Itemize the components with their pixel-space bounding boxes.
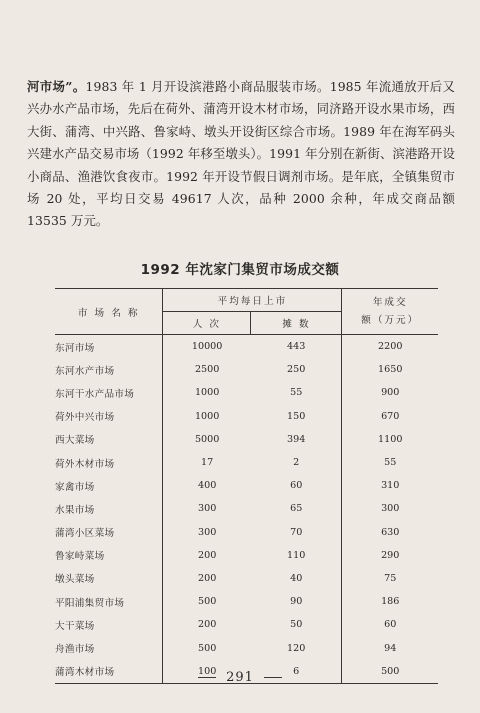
cell-stalls: 55 bbox=[251, 381, 342, 404]
cell-annual-trade: 2200 bbox=[378, 341, 403, 353]
cell-people: 300 bbox=[197, 503, 217, 515]
table-row bbox=[55, 521, 438, 544]
table-row bbox=[55, 358, 438, 381]
page-number-text: 291 bbox=[226, 670, 254, 685]
cell-annual-trade: 75 bbox=[384, 572, 397, 584]
cell-annual-trade: 1650 bbox=[378, 364, 403, 376]
table-row bbox=[55, 335, 438, 359]
cell-market-name: 西大菜场 bbox=[55, 428, 163, 451]
cell-stalls: 70 bbox=[251, 521, 342, 544]
cell-stalls: 394 bbox=[251, 428, 342, 451]
cell-market-name: 舟渔市场 bbox=[55, 636, 163, 659]
cell-people: 500 bbox=[197, 596, 217, 608]
cell-stalls: 60 bbox=[251, 474, 342, 497]
table-row bbox=[55, 451, 438, 474]
cell-market-name: 鲁家峙菜场 bbox=[55, 544, 163, 567]
cell-annual-trade: 630 bbox=[381, 526, 400, 538]
cell-market-name: 东河市场 bbox=[55, 335, 163, 359]
table-row bbox=[55, 590, 438, 613]
cell-market-name: 平阳浦集贸市场 bbox=[55, 590, 163, 613]
table-body bbox=[55, 335, 438, 684]
cell-annual-trade: 60 bbox=[384, 619, 397, 631]
table-row bbox=[55, 474, 438, 497]
cell-people: 17 bbox=[201, 457, 214, 469]
cell-stalls: 90 bbox=[251, 590, 342, 613]
cell-market-name: 大干菜场 bbox=[55, 613, 163, 636]
cell-stalls: 250 bbox=[251, 358, 342, 381]
cell-people: 1000 bbox=[194, 410, 220, 422]
cell-annual-trade: 670 bbox=[381, 410, 400, 422]
cell-market-name: 水果市场 bbox=[55, 497, 163, 520]
table-row bbox=[55, 405, 438, 428]
cell-people: 2500 bbox=[194, 364, 220, 376]
cell-people: 100 bbox=[197, 665, 217, 677]
cell-people: 300 bbox=[197, 526, 217, 538]
cell-people: 200 bbox=[197, 572, 217, 584]
cell-people: 200 bbox=[197, 549, 217, 561]
cell-stalls: 443 bbox=[251, 335, 342, 359]
header-stalls: 摊 数 bbox=[251, 312, 342, 335]
dash-right bbox=[264, 677, 282, 678]
cell-market-name: 蒲湾木材市场 bbox=[55, 660, 163, 684]
cell-annual-trade: 94 bbox=[384, 642, 397, 654]
cell-annual-trade: 55 bbox=[384, 457, 397, 469]
cell-stalls: 110 bbox=[251, 544, 342, 567]
cell-market-name: 东河水产市场 bbox=[55, 358, 163, 381]
market-table bbox=[55, 288, 438, 684]
cell-annual-trade: 186 bbox=[381, 596, 400, 608]
cell-market-name: 荷外中兴市场 bbox=[55, 405, 163, 428]
cell-stalls: 50 bbox=[251, 613, 342, 636]
cell-market-name: 墩头菜场 bbox=[55, 567, 163, 590]
cell-people: 200 bbox=[197, 619, 217, 631]
cell-annual-trade: 300 bbox=[381, 503, 400, 515]
cell-stalls: 40 bbox=[251, 567, 342, 590]
cell-stalls: 150 bbox=[251, 405, 342, 428]
cell-people: 10000 bbox=[191, 341, 223, 353]
header-annual-trade bbox=[342, 289, 438, 335]
table-row bbox=[55, 428, 438, 451]
table-row bbox=[55, 636, 438, 659]
cell-market-name: 东河干水产品市场 bbox=[55, 381, 163, 404]
cell-annual-trade: 310 bbox=[381, 480, 400, 492]
cell-annual-trade: 500 bbox=[381, 665, 400, 677]
header-market-name: 市 场 名 称 bbox=[55, 289, 163, 335]
table-row bbox=[55, 567, 438, 590]
cell-stalls: 2 bbox=[251, 451, 342, 474]
cell-market-name: 蒲湾小区菜场 bbox=[55, 521, 163, 544]
cell-people: 500 bbox=[197, 642, 217, 654]
cell-market-name: 荷外木材市场 bbox=[55, 451, 163, 474]
header-people: 人 次 bbox=[163, 312, 251, 335]
cell-annual-trade: 1100 bbox=[378, 433, 403, 445]
header-trade-line2: 额（万元） bbox=[361, 314, 420, 326]
cell-annual-trade: 900 bbox=[381, 387, 400, 399]
paragraph-lead: 河市场”。 bbox=[27, 79, 86, 94]
header-trade-line1: 年成交 bbox=[372, 296, 408, 308]
cell-stalls: 65 bbox=[251, 497, 342, 520]
body-paragraph bbox=[27, 76, 455, 233]
page-number bbox=[0, 670, 480, 685]
cell-people: 5000 bbox=[194, 433, 220, 445]
paragraph-text: 1983 年 1 月开设滨港路小商品服装市场。1985 年流通放开后又兴办水产品市场，先后在荷外、蒲湾开设木材市场，同济路开设水果市场，西大街、蒲湾、中兴路、鲁家峙、墩头开设街区综合市场。1989 年在海军码头兴建水产品交易市场（1992 年移至墩头）。1991 年分别在新街、滨港路开设小商品、渔港饮食夜市。1992 年开设节假日调剂市场。是年底，全镇集贸市场 20 处，平均日交易 49617 人次，品种 2000 余种，年成交商品额 13535 万元。 bbox=[27, 79, 455, 229]
cell-stalls: 120 bbox=[251, 636, 342, 659]
cell-annual-trade: 290 bbox=[381, 549, 400, 561]
table-row bbox=[55, 544, 438, 567]
cell-people: 400 bbox=[197, 480, 217, 492]
cell-market-name: 家禽市场 bbox=[55, 474, 163, 497]
table-title: 1992 年沈家门集贸市场成交额 bbox=[140, 262, 340, 278]
header-daily-group: 平均每日上市 bbox=[163, 289, 342, 312]
table-row bbox=[55, 497, 438, 520]
cell-stalls: 6 bbox=[251, 660, 342, 684]
dash-left bbox=[198, 677, 216, 678]
table-row bbox=[55, 381, 438, 404]
table-row bbox=[55, 613, 438, 636]
cell-people: 1000 bbox=[194, 387, 220, 399]
